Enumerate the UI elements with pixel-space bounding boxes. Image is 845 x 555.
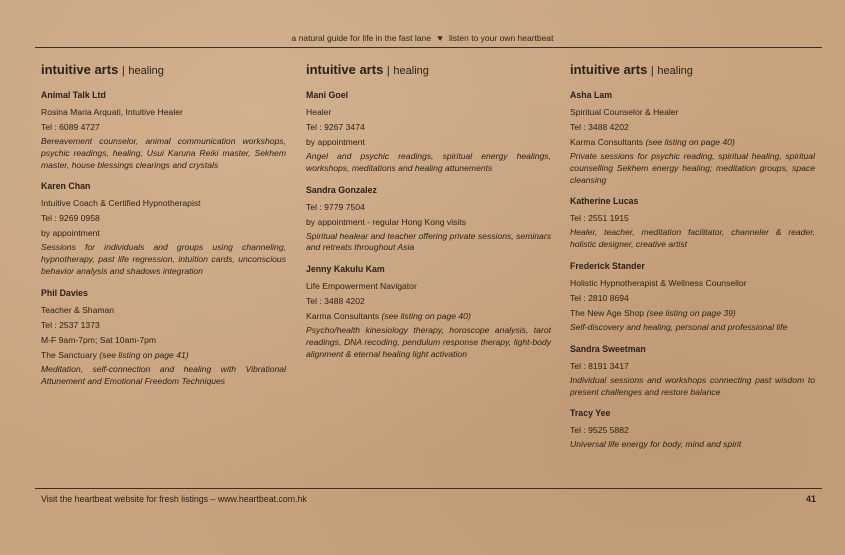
listing-detail: [306, 135, 551, 150]
listing-detail: [570, 276, 815, 291]
detail-text: by appointment - regular Hong Kong visits: [306, 216, 467, 227]
listing-detail: [41, 211, 286, 226]
detail-text: Tel : 2551 1915: [570, 213, 629, 224]
detail-text: Tel : 2810 8694: [570, 292, 629, 303]
listing-item: [570, 90, 815, 186]
listing-item: [570, 344, 815, 399]
detail-text: by appointment: [306, 137, 365, 147]
listing-entries: [306, 90, 551, 361]
header-tagline: [0, 33, 845, 43]
page-reference: (see listing on page 40): [381, 311, 471, 322]
listing-item: [41, 181, 286, 277]
bottom-divider: [35, 488, 822, 489]
page-reference: (see listing on page 41): [99, 349, 189, 360]
listing-description: Private sessions for psychic reading, spiritual healing, spiritual counselling Sekhem energy healing; meditation groups, space cleansing: [570, 151, 815, 185]
top-divider: [35, 47, 822, 48]
page-reference: (see listing on page 39): [646, 307, 736, 318]
listing-name: Jenny Kakulu Kam: [306, 264, 385, 275]
detail-text: Rosina Maria Arquati, Intuitive Healer: [41, 107, 183, 117]
page-reference: (see listing on page 40): [645, 137, 735, 147]
listing-name: Asha Lam: [570, 90, 613, 100]
listing-detail: [306, 294, 551, 309]
listing-detail: [41, 333, 286, 348]
listing-item: [306, 90, 551, 175]
listing-description: Self-discovery and healing, personal and professional life: [570, 321, 788, 332]
detail-text: Tel : 6089 4727: [41, 122, 100, 132]
detail-text: Tel : 9269 0958: [41, 213, 100, 224]
detail-text: Intuitive Coach & Certified Hypnotherapist: [41, 198, 201, 209]
heading-subtitle: healing: [128, 65, 164, 77]
listing-detail: [41, 226, 286, 241]
detail-text: Tel : 9525 5882: [570, 425, 629, 436]
listing-detail: [570, 291, 815, 306]
column-heading: [306, 62, 551, 77]
heading-title: intuitive arts: [570, 62, 648, 77]
listing-detail: [41, 105, 286, 120]
listing-detail: [41, 303, 286, 318]
detail-text: Healer: [306, 107, 332, 117]
footer-text: Visit the heartbeat website for fresh listings – www.heartbeat.com.hk: [41, 494, 307, 504]
listing-name: Sandra Sweetman: [570, 343, 646, 354]
listing-detail: [41, 120, 286, 135]
detail-text: Tel : 2537 1373: [41, 319, 100, 330]
heading-subtitle: healing: [393, 65, 429, 77]
listing-detail: [41, 348, 286, 363]
column-3: [570, 62, 815, 461]
listing-detail: [41, 318, 286, 333]
heading-title: intuitive arts: [306, 62, 384, 77]
detail-text: Holistic Hypnotherapist & Wellness Counsellor: [570, 277, 747, 288]
column-2: [306, 62, 551, 371]
listing-item: [306, 185, 551, 255]
listing-detail: [570, 211, 815, 226]
detail-text: Spiritual Counselor & Healer: [570, 107, 679, 117]
detail-text: M-F 9am-7pm; Sat 10am-7pm: [41, 334, 157, 345]
listing-item: [306, 264, 551, 360]
listing-description: Angel and psychic readings, spiritual energy healings, workshops, meditations and healing attunements: [306, 151, 551, 173]
tagline-right: listen to your own heartbeat: [449, 33, 554, 43]
listing-detail: [306, 279, 551, 294]
detail-text: Tel : 9779 7504: [306, 201, 365, 212]
detail-text: The Sanctuary: [41, 349, 97, 360]
listing-description: Meditation, self-connection and healing with Vibrational Attunement and Emotional Freedom Techniques: [41, 363, 286, 386]
page-number: 41: [806, 494, 817, 504]
heart-icon: ♥: [437, 33, 443, 43]
listing-name: Animal Talk Ltd: [41, 90, 106, 100]
listing-item: [570, 408, 815, 451]
listing-detail: [306, 120, 551, 135]
heading-separator: |: [386, 65, 390, 77]
tagline-left: a natural guide for life in the fast lane: [291, 33, 431, 43]
listing-name: Phil Davies: [41, 287, 88, 298]
detail-text: Karma Consultants: [306, 311, 380, 322]
listing-description: Psycho/health kinesiology therapy, horoscope analysis, tarot readings, DNA recoding, pendulum response therapy, light-body alignment & eternal healing light activation: [306, 325, 551, 359]
listing-entries: [570, 90, 815, 451]
heading-separator: |: [121, 65, 125, 77]
listing-detail: [306, 309, 551, 324]
column-heading: [570, 62, 815, 77]
listing-description: Healer, teacher, meditation facilitator, channeler & reader, holistic designer, creative artist: [570, 227, 815, 250]
listing-description: Spiritual healear and teacher offering private sessions, seminars and retreats throughout Asia: [306, 230, 551, 253]
detail-text: Life Empowerment Navigator: [306, 281, 417, 292]
heading-subtitle: healing: [657, 65, 693, 77]
heading-separator: |: [650, 65, 654, 77]
column-1: [41, 62, 286, 397]
detail-text: Tel : 9267 3474: [306, 122, 365, 132]
listing-description: Sessions for individuals and groups using channeling, hypnotherapy, past life regression, intuition cards, unconscious behavior analysis and shadows integration: [41, 242, 286, 276]
detail-text: Tel : 3488 4202: [570, 122, 629, 132]
listing-detail: [306, 215, 551, 230]
listing-detail: [306, 105, 551, 120]
listing-item: [41, 288, 286, 388]
column-heading: [41, 62, 286, 77]
listing-detail: [570, 135, 815, 150]
listing-description: Bereavement counselor, animal communication workshops, psychic readings, healing, Usui Karuna Reiki master, Sekhem master, house blessings clearings and crystals: [41, 136, 286, 170]
listing-detail: [570, 423, 815, 438]
detail-text: Karma Consultants: [570, 137, 644, 147]
listing-name: Karen Chan: [41, 181, 91, 192]
listing-entries: [41, 90, 286, 387]
detail-text: Tel : 3488 4202: [306, 296, 365, 307]
detail-text: Teacher & Shaman: [41, 304, 115, 315]
heading-title: intuitive arts: [41, 62, 119, 77]
listing-item: [570, 261, 815, 334]
listing-name: Katherine Lucas: [570, 196, 639, 207]
listing-item: [41, 90, 286, 171]
listing-description: Individual sessions and workshops connecting past wisdom to present challenges and restore balance: [570, 374, 815, 397]
listing-detail: [41, 196, 286, 211]
detail-text: by appointment: [41, 228, 100, 239]
listing-description: Universal life energy for body, mind and spirit: [570, 439, 742, 450]
listing-name: Tracy Yee: [570, 408, 611, 419]
listing-item: [570, 196, 815, 251]
listing-detail: [570, 359, 815, 374]
listing-detail: [570, 306, 815, 321]
listing-detail: [570, 120, 815, 135]
listing-name: Sandra Gonzalez: [306, 184, 377, 195]
listing-name: Mani Goel: [306, 90, 349, 100]
listing-detail: [306, 200, 551, 215]
listing-detail: [570, 105, 815, 120]
detail-text: The New Age Shop: [570, 307, 645, 318]
listing-name: Frederick Stander: [570, 260, 645, 271]
detail-text: Tel : 8191 3417: [570, 360, 629, 371]
